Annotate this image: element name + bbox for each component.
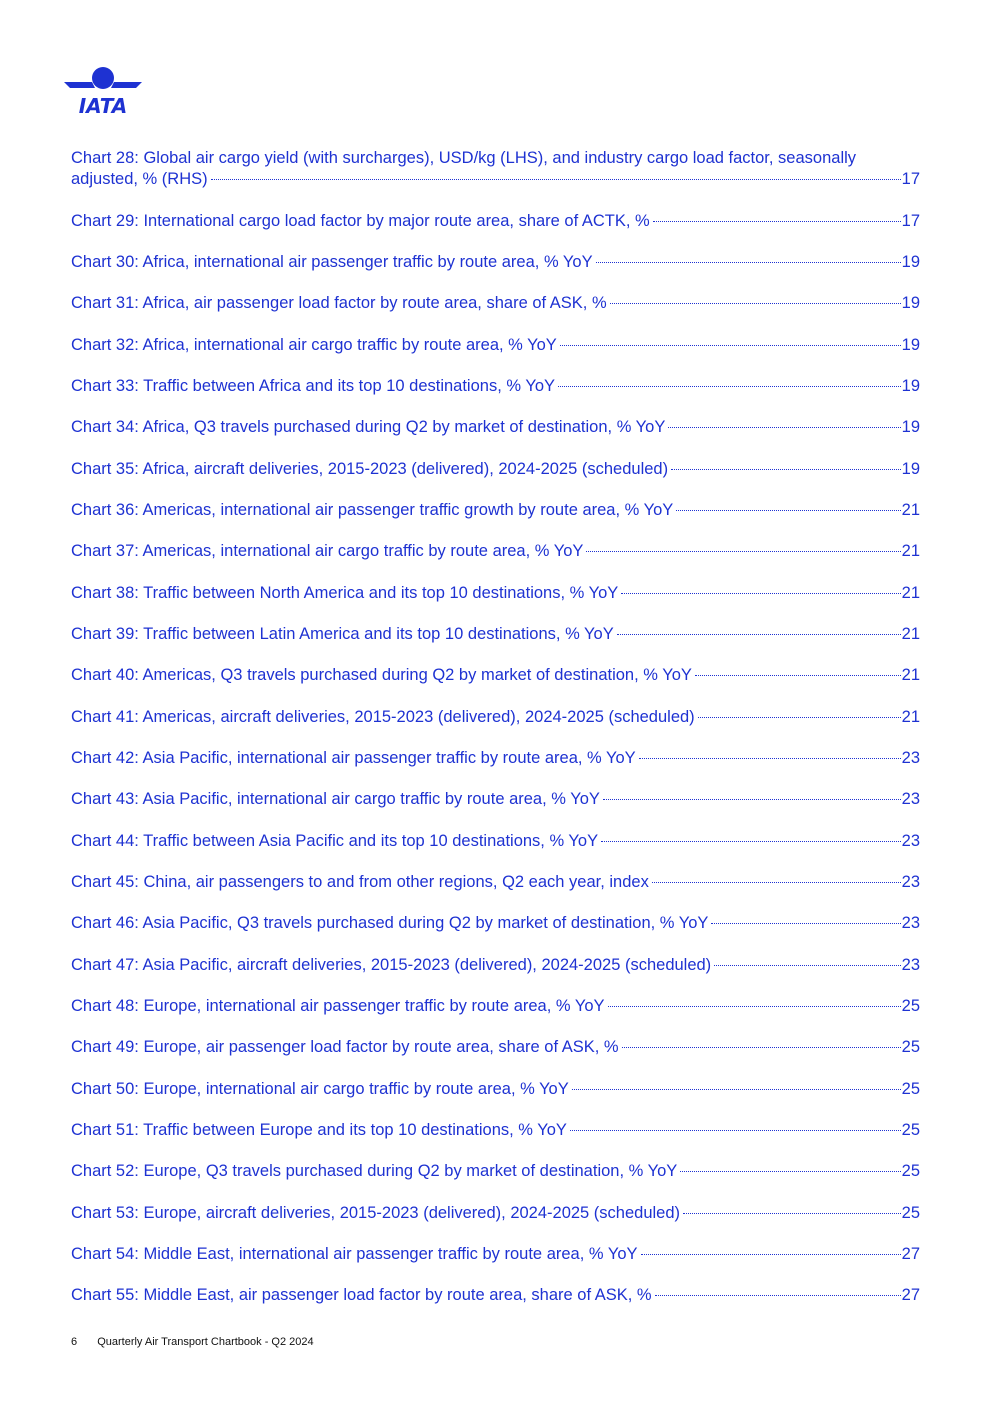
- toc-entry-page: 25: [901, 1038, 920, 1057]
- toc-entry-title: Chart 42: Asia Pacific, international air passenger traffic by route area, % YoY: [71, 748, 636, 767]
- toc-entry[interactable]: [71, 955, 920, 996]
- dot-leader: [211, 179, 901, 180]
- dot-leader: [695, 675, 901, 676]
- toc-entry[interactable]: [71, 1244, 920, 1285]
- toc-entry[interactable]: [71, 789, 920, 830]
- toc-entry-title: Chart 52: Europe, Q3 travels purchased during Q2 by market of destination, % YoY: [71, 1162, 678, 1181]
- toc-entry[interactable]: [71, 1037, 920, 1078]
- toc-entry[interactable]: [71, 417, 920, 458]
- toc-entry-title: Chart 31: Africa, air passenger load factor by route area, share of ASK, %: [71, 294, 607, 313]
- toc-entry-page: 21: [901, 707, 920, 726]
- dot-leader: [653, 221, 901, 222]
- toc-entry[interactable]: [71, 376, 920, 417]
- dot-leader: [570, 1130, 901, 1131]
- dot-leader: [668, 427, 900, 428]
- toc-entry-page: 25: [901, 1203, 920, 1222]
- toc-entry-page: 19: [901, 459, 920, 478]
- toc-entry-page: 21: [901, 666, 920, 685]
- toc-entry-page: 23: [901, 873, 920, 891]
- toc-entry-page: 23: [901, 748, 920, 767]
- toc-entry[interactable]: [71, 872, 920, 913]
- toc-entry[interactable]: [71, 1285, 920, 1326]
- toc-entry-page: 19: [901, 294, 920, 313]
- dot-leader: [676, 510, 900, 511]
- dot-leader: [655, 1295, 901, 1296]
- toc-entry-title-line2: adjusted, % (RHS): [71, 170, 208, 188]
- toc-entry-page: 25: [901, 1162, 920, 1181]
- toc-entry[interactable]: [71, 748, 920, 789]
- dot-leader: [683, 1213, 901, 1214]
- toc-entry-page: 19: [901, 418, 920, 437]
- toc-entry[interactable]: [71, 624, 920, 665]
- toc-entry-title: Chart 44: Traffic between Asia Pacific and its top 10 destinations, % YoY: [71, 831, 599, 850]
- page-footer: [71, 1336, 314, 1348]
- toc-entry[interactable]: [71, 583, 920, 624]
- toc-entry[interactable]: [71, 211, 920, 252]
- toc-entry[interactable]: [71, 1161, 920, 1202]
- toc-entry-title: Chart 50: Europe, international air cargo traffic by route area, % YoY: [71, 1079, 569, 1098]
- dot-leader: [572, 1089, 901, 1090]
- dot-leader: [641, 1254, 901, 1255]
- table-of-contents: [71, 148, 920, 1327]
- toc-entry-page: 23: [901, 914, 920, 933]
- toc-entry-title: Chart 47: Asia Pacific, aircraft deliveries, 2015-2023 (delivered), 2024-2025 (scheduled): [71, 955, 712, 974]
- dot-leader: [560, 345, 901, 346]
- toc-entry[interactable]: [71, 665, 920, 706]
- toc-entry[interactable]: [71, 707, 920, 748]
- toc-entry[interactable]: [71, 293, 920, 334]
- dot-leader: [610, 303, 901, 304]
- toc-entry-page: 21: [901, 583, 920, 602]
- toc-entry-title: Chart 43: Asia Pacific, international air cargo traffic by route area, % YoY: [71, 790, 600, 809]
- iata-logo: [64, 66, 144, 116]
- toc-entry-title: Chart 45: China, air passengers to and from other regions, Q2 each year, index: [71, 873, 649, 891]
- footer-document-title: Quarterly Air Transport Chartbook - Q2 2024: [97, 1336, 314, 1348]
- toc-entry-title: Chart 34: Africa, Q3 travels purchased during Q2 by market of destination, % YoY: [71, 418, 666, 437]
- toc-entry-title: Chart 35: Africa, aircraft deliveries, 2015-2023 (delivered), 2024-2025 (scheduled): [71, 459, 669, 478]
- dot-leader: [652, 882, 901, 883]
- toc-entry[interactable]: [71, 831, 920, 872]
- toc-entry-title: Chart 55: Middle East, air passenger load factor by route area, share of ASK, %: [71, 1286, 652, 1305]
- toc-entry-title: Chart 33: Traffic between Africa and its top 10 destinations, % YoY: [71, 376, 555, 395]
- toc-entry-title: Chart 37: Americas, international air cargo traffic by route area, % YoY: [71, 542, 584, 561]
- toc-entry-title-line1: Chart 28: Global air cargo yield (with surcharges), USD/kg (LHS), and industry cargo load factor, seasonally: [71, 149, 857, 167]
- toc-entry-title: Chart 41: Americas, aircraft deliveries, 2015-2023 (delivered), 2024-2025 (scheduled): [71, 707, 695, 726]
- toc-entry[interactable]: [71, 541, 920, 582]
- toc-entry[interactable]: [71, 1079, 920, 1120]
- toc-entry[interactable]: [71, 1203, 920, 1244]
- dot-leader: [596, 262, 901, 263]
- dot-leader: [603, 799, 901, 800]
- dot-leader: [711, 923, 900, 924]
- dot-leader: [639, 758, 901, 759]
- toc-entry-title: Chart 36: Americas, international air passenger traffic growth by route area, % YoY: [71, 500, 674, 519]
- toc-entry[interactable]: [71, 252, 920, 293]
- toc-entry[interactable]: [71, 500, 920, 541]
- toc-entry-page: 21: [901, 500, 920, 519]
- dot-leader: [621, 593, 900, 594]
- toc-entry-page: 27: [901, 1245, 920, 1264]
- toc-entry-title: Chart 46: Asia Pacific, Q3 travels purchased during Q2 by market of destination, % YoY: [71, 914, 709, 933]
- dot-leader: [714, 965, 900, 966]
- toc-entry[interactable]: [71, 459, 920, 500]
- dot-leader: [558, 386, 901, 387]
- dot-leader: [586, 551, 900, 552]
- toc-entry-page: 17: [901, 170, 920, 188]
- toc-entry-page: 25: [901, 997, 920, 1016]
- toc-entry-title: Chart 49: Europe, air passenger load factor by route area, share of ASK, %: [71, 1038, 619, 1057]
- toc-entry[interactable]: [71, 996, 920, 1037]
- toc-entry[interactable]: [71, 913, 920, 954]
- toc-entry-title: Chart 40: Americas, Q3 travels purchased during Q2 by market of destination, % YoY: [71, 666, 692, 685]
- dot-leader: [617, 634, 901, 635]
- toc-entry-page: 19: [901, 376, 920, 395]
- toc-entry-page: 17: [901, 211, 920, 230]
- toc-entry-page: 19: [901, 335, 920, 354]
- toc-entry-page: 27: [901, 1286, 920, 1305]
- toc-entry-chart-28[interactable]: [71, 148, 920, 211]
- toc-entry-page: 23: [901, 955, 920, 974]
- toc-entry-title: Chart 54: Middle East, international air passenger traffic by route area, % YoY: [71, 1245, 638, 1264]
- dot-leader: [698, 717, 901, 718]
- toc-entry-page: 21: [901, 542, 920, 561]
- footer-page-number: 6: [71, 1336, 78, 1348]
- toc-entry-page: 19: [901, 252, 920, 271]
- toc-entry-title: Chart 32: Africa, international air cargo traffic by route area, % YoY: [71, 335, 557, 354]
- dot-leader: [671, 469, 901, 470]
- dot-leader: [608, 1006, 901, 1007]
- toc-entry-title: Chart 48: Europe, international air passenger traffic by route area, % YoY: [71, 997, 605, 1016]
- dot-leader: [601, 841, 901, 842]
- toc-entry-page: 25: [901, 1121, 920, 1140]
- toc-entry-title: Chart 30: Africa, international air passenger traffic by route area, % YoY: [71, 252, 593, 271]
- toc-entry-title: Chart 53: Europe, aircraft deliveries, 2015-2023 (delivered), 2024-2025 (scheduled): [71, 1203, 681, 1222]
- toc-entry-page: 21: [901, 624, 920, 643]
- dot-leader: [680, 1171, 900, 1172]
- dot-leader: [622, 1047, 901, 1048]
- toc-entry-title: Chart 29: International cargo load factor by major route area, share of ACTK, %: [71, 211, 650, 230]
- toc-entry-page: 23: [901, 790, 920, 809]
- toc-entry-title: Chart 51: Traffic between Europe and its top 10 destinations, % YoY: [71, 1121, 567, 1140]
- toc-entry[interactable]: [71, 335, 920, 376]
- toc-entry-page: 25: [901, 1079, 920, 1098]
- toc-entry-title: Chart 39: Traffic between Latin America and its top 10 destinations, % YoY: [71, 624, 614, 643]
- toc-entry-title: Chart 38: Traffic between North America and its top 10 destinations, % YoY: [71, 583, 619, 602]
- toc-entry-page: 23: [901, 831, 920, 850]
- toc-entry[interactable]: [71, 1120, 920, 1161]
- logo-text: IATA: [78, 94, 128, 116]
